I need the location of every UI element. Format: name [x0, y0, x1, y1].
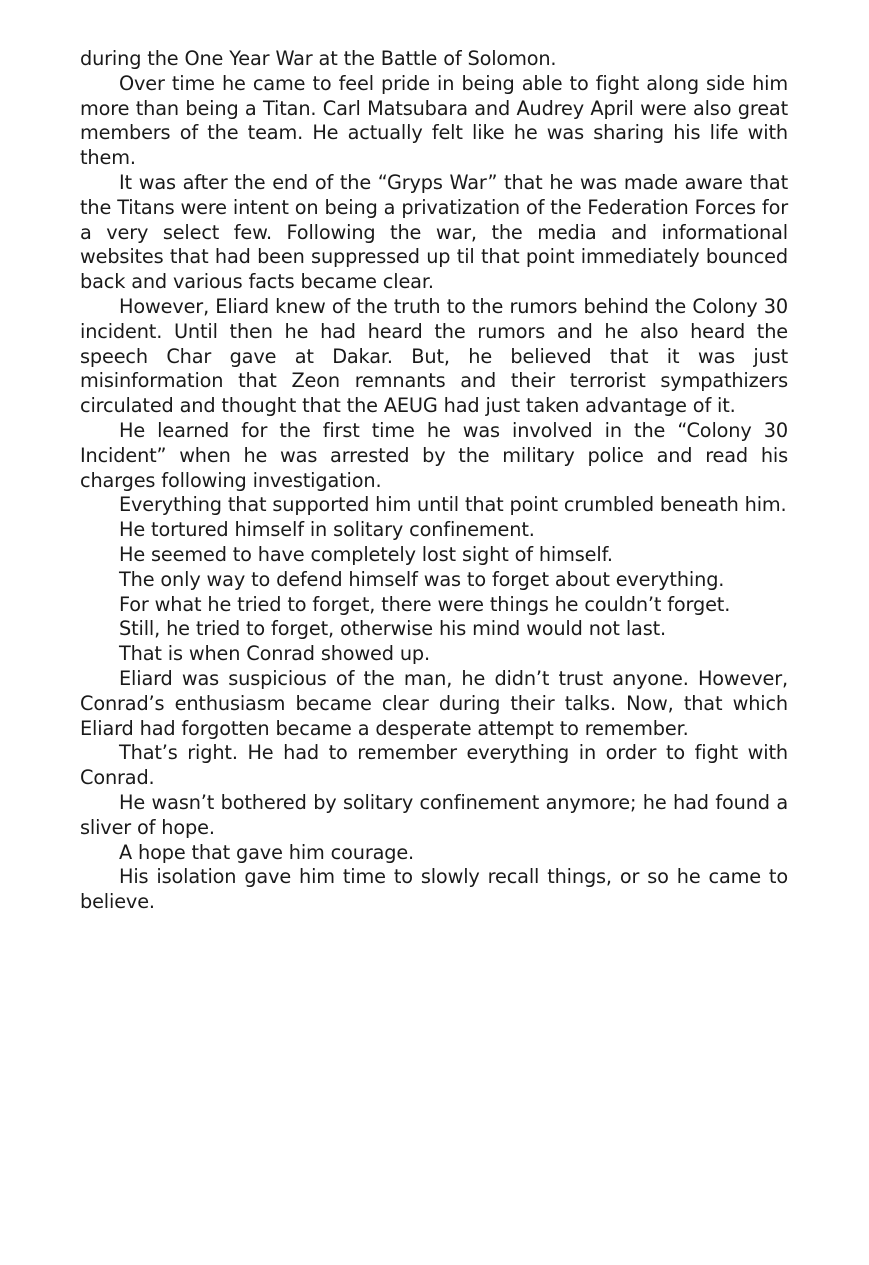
paragraph-7: He tortured himself in solitary confinement. — [119, 518, 535, 542]
paragraph-17: His isolation gave him time to slowly recall things, or so he came to believe. — [80, 865, 788, 914]
paragraph-1: during the One Year War at the Battle of Solomon. — [80, 47, 557, 70]
paragraph-13: Eliard was suspicious of the man, he didn’t trust anyone. However, Conrad’s enthusiasm became clear during their talks. Now, that which Eliard had forgotten became a desperate attempt to remember. — [80, 666, 788, 740]
paragraph-5: He learned for the first time he was involved in the “Colony 30 Incident” when he was arrested by the military police and read his charges following investigation. — [80, 418, 788, 492]
paragraph-9: The only way to defend himself was to forget about everything. — [119, 567, 725, 591]
paragraph-15: He wasn’t bothered by solitary confinement anymore; he had found a sliver of hope. — [80, 790, 788, 839]
paragraph-14: That’s right. He had to remember everything in order to fight with Conrad. — [80, 741, 788, 790]
paragraph-16: A hope that gave him courage. — [119, 840, 415, 864]
paragraph-10: For what he tried to forget, there were things he couldn’t forget. — [119, 592, 731, 616]
paragraph-3: It was after the end of the “Gryps War” that he was made aware that the Titans were intent on being a privatization of the Federation Forces for a very select few. Following the war, the media and informational websites that had been suppressed up til that point immediately bounced back and various facts became clear. — [80, 170, 788, 294]
paragraph-8: He seemed to have completely lost sight of himself. — [119, 542, 613, 566]
paragraph-6: Everything that supported him until that point crumbled beneath him. — [119, 493, 787, 517]
document-page — [80, 47, 788, 915]
paragraph-12: That is when Conrad showed up. — [119, 642, 430, 666]
paragraph-2: Over time he came to feel pride in being able to fight along side him more than being a Titan. Carl Matsubara and Audrey April were also great members of the team. He actually felt like he was sharing his life with them. — [80, 71, 788, 170]
paragraph-4: However, Eliard knew of the truth to the rumors behind the Colony 30 incident. Until then he had heard the rumors and he also heard the speech Char gave at Dakar. But, he believed that it was just misinformation that Zeon remnants and their terrorist sympathizers circulated and thought that the AEUG had just taken advantage of it. — [80, 294, 788, 418]
paragraph-11: Still, he tried to forget, otherwise his mind would not last. — [119, 617, 666, 641]
